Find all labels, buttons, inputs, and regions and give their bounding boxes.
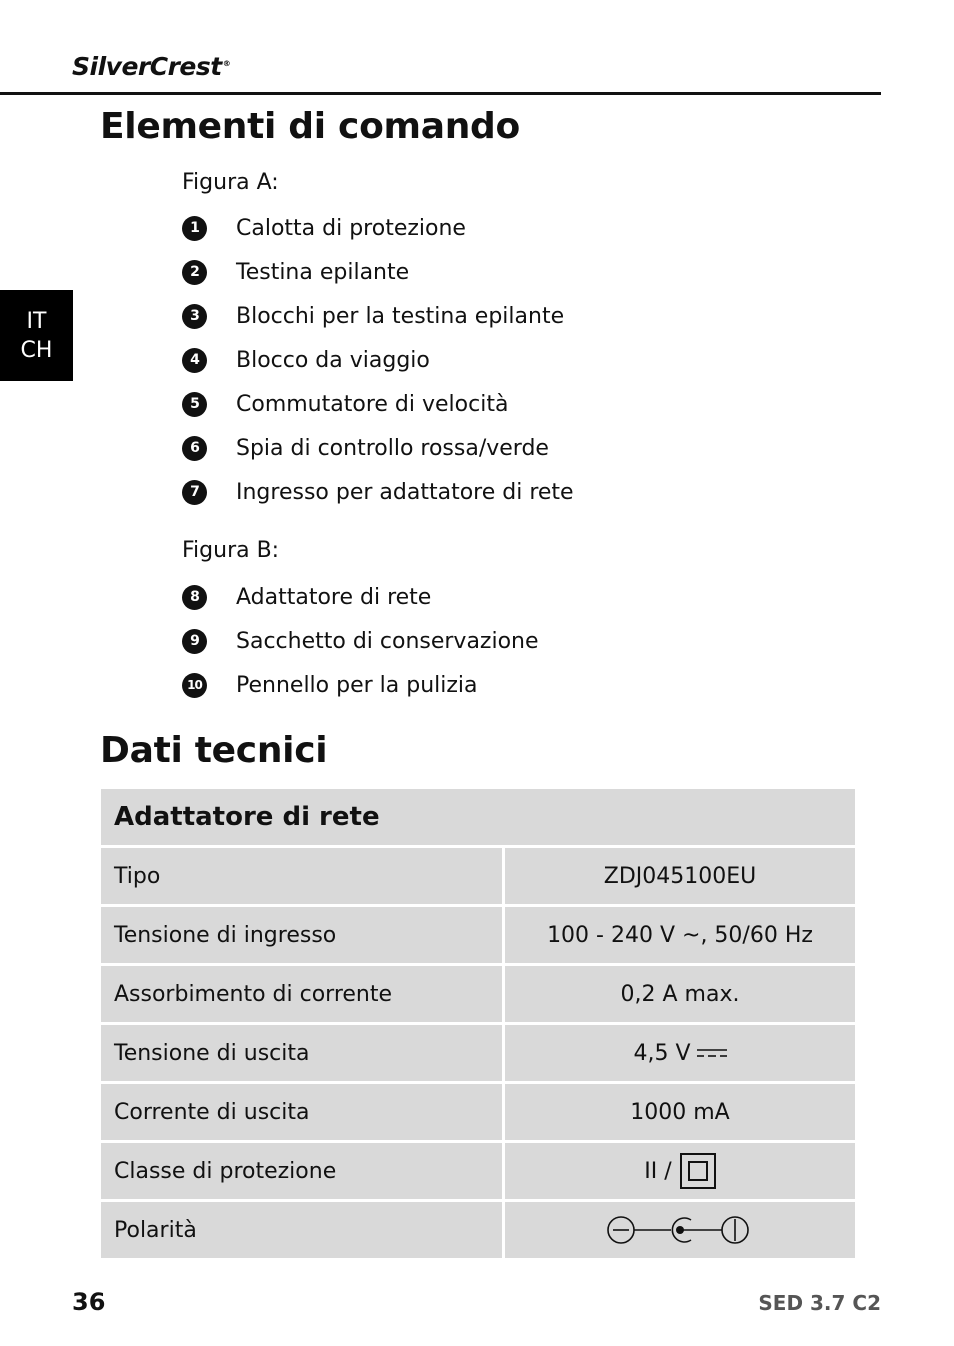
list-item — [182, 663, 539, 707]
item-number-badge: 2 — [182, 260, 207, 285]
item-number-badge: 10 — [182, 673, 207, 698]
table-row — [101, 1202, 855, 1258]
spec-key: Tensione di ingresso — [101, 907, 502, 963]
spec-value-text: 100 - 240 V ~, 50/60 Hz — [547, 922, 813, 948]
item-number-badge: 7 — [182, 480, 207, 505]
brand-name: SilverCrest — [72, 52, 222, 81]
figure-b-label: Figura B: — [182, 538, 280, 563]
table-row — [101, 1084, 855, 1140]
spec-value — [505, 1025, 855, 1081]
protection-class-ii-inner-square — [688, 1161, 708, 1181]
spec-value — [505, 907, 855, 963]
spec-key: Polarità — [101, 1202, 502, 1258]
list-item-label: Sacchetto di conservazione — [236, 628, 539, 654]
list-item — [182, 294, 574, 338]
list-item — [182, 575, 539, 619]
list-item-label: Calotta di protezione — [236, 215, 466, 241]
list-item — [182, 206, 574, 250]
spec-value-text: ZDJ045100EU — [603, 863, 757, 889]
spec-value-text: 0,2 A max. — [620, 981, 740, 1007]
spec-value-text: 4,5 V — [633, 1040, 691, 1066]
item-number-badge: 6 — [182, 436, 207, 461]
spec-value-text: II / — [644, 1158, 672, 1184]
list-item — [182, 338, 574, 382]
list-item — [182, 470, 574, 514]
table-row — [101, 907, 855, 963]
item-number-badge: 8 — [182, 585, 207, 610]
list-item — [182, 426, 574, 470]
list-item — [182, 250, 574, 294]
spec-key: Tipo — [101, 848, 502, 904]
table-row — [101, 848, 855, 904]
spec-value — [505, 1202, 855, 1258]
header-rule — [0, 92, 881, 95]
list-item-label: Blocco da viaggio — [236, 347, 430, 373]
list-item-label: Spia di controllo rossa/verde — [236, 435, 549, 461]
table-row — [101, 966, 855, 1022]
brand-registered-mark: ® — [222, 58, 231, 68]
spec-key: Assorbimento di corrente — [101, 966, 502, 1022]
item-number-badge: 3 — [182, 304, 207, 329]
spec-value — [505, 966, 855, 1022]
figure-b-list — [182, 575, 539, 707]
list-item — [182, 382, 574, 426]
item-number-badge: 5 — [182, 392, 207, 417]
spec-value — [505, 1084, 855, 1140]
spec-value — [505, 848, 855, 904]
figure-a-list — [182, 206, 574, 514]
table-row — [101, 1143, 855, 1199]
list-item-label: Commutatore di velocità — [236, 391, 509, 417]
model-number: SED 3.7 C2 — [758, 1291, 881, 1315]
language-tab-line-2: CH — [20, 337, 53, 363]
spec-table-title: Adattatore di rete — [101, 789, 855, 845]
list-item-label: Blocchi per la testina epilante — [236, 303, 565, 329]
figure-a-label: Figura A: — [182, 170, 279, 195]
protection-class-ii-icon — [680, 1153, 716, 1189]
list-item-label: Ingresso per adattatore di rete — [236, 479, 574, 505]
item-number-badge: 1 — [182, 216, 207, 241]
brand-logo — [72, 52, 230, 81]
spec-value — [505, 1143, 855, 1199]
list-item — [182, 619, 539, 663]
item-number-badge: 9 — [182, 629, 207, 654]
item-number-badge: 4 — [182, 348, 207, 373]
polarity-icon — [607, 1215, 753, 1245]
section-title-tech-data: Dati tecnici — [100, 730, 328, 771]
spec-value-text: 1000 mA — [630, 1099, 730, 1125]
section-title-controls: Elementi di comando — [100, 106, 520, 147]
language-tab-line-1: IT — [26, 308, 47, 334]
list-item-label: Adattatore di rete — [236, 584, 432, 610]
page-number: 36 — [72, 1288, 106, 1316]
spec-key: Corrente di uscita — [101, 1084, 502, 1140]
table-row — [101, 1025, 855, 1081]
list-item-label: Pennello per la pulizia — [236, 672, 478, 698]
language-tab — [0, 290, 73, 381]
spec-key: Classe di protezione — [101, 1143, 502, 1199]
list-item-label: Testina epilante — [236, 259, 410, 285]
spec-table — [101, 789, 855, 1258]
spec-key: Tensione di uscita — [101, 1025, 502, 1081]
dc-voltage-icon — [697, 1047, 727, 1059]
